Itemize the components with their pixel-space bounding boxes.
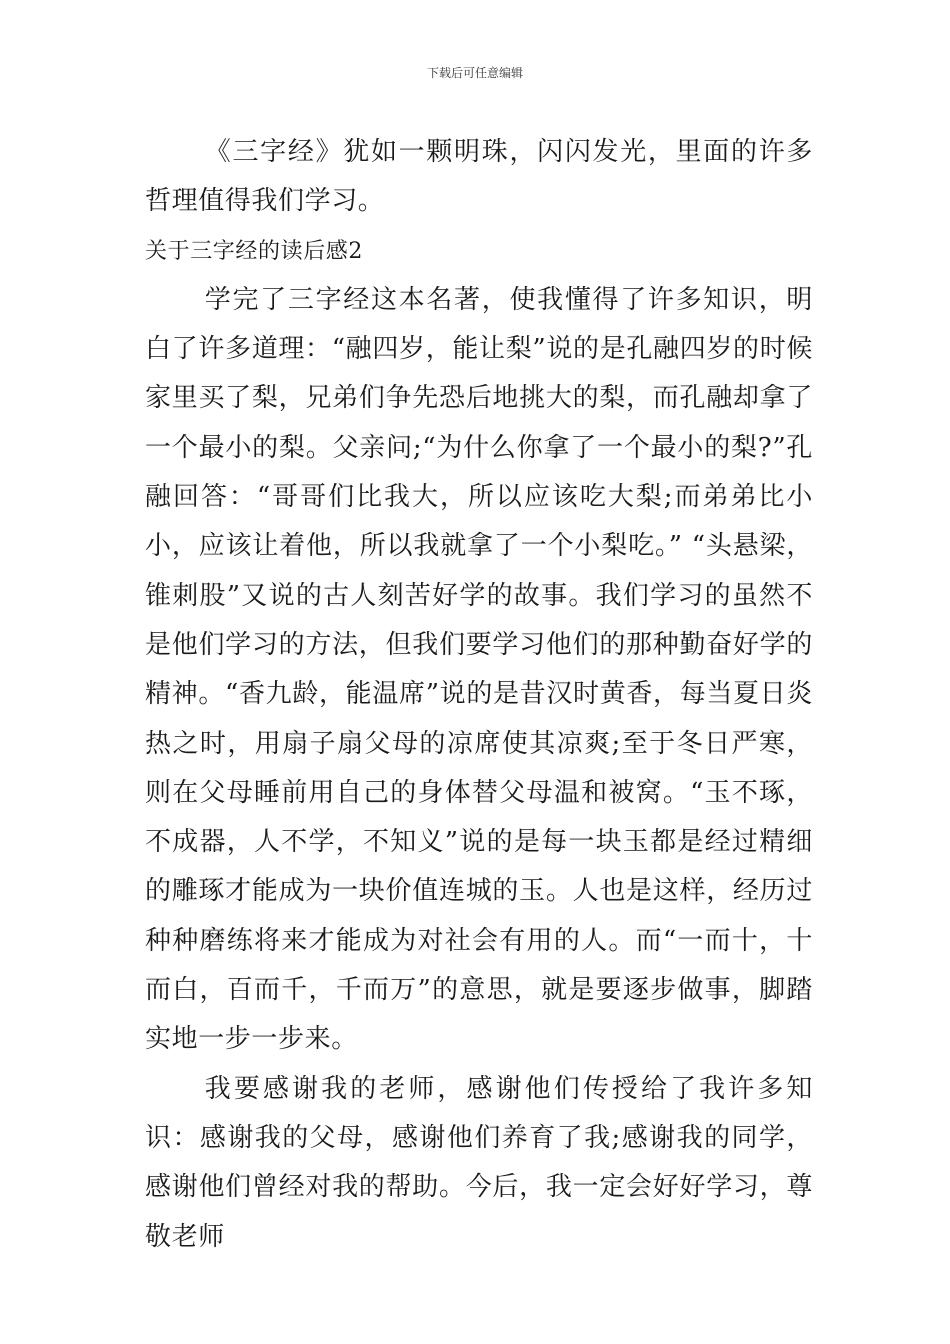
paragraph-thanks: 我要感谢我的老师，感谢他们传授给了我许多知识：感谢我的父母，感谢他们养育了我;感谢我的同学，感谢他们曾经对我的帮助。今后，我一定会好好学习，尊敬老师 xyxy=(145,1073,813,1252)
paragraph-intro: 《三字经》犹如一颗明珠，闪闪发光，里面的许多哲理值得我们学习。 xyxy=(145,137,813,217)
section-heading: 关于三字经的读后感2 xyxy=(145,238,363,264)
document-body xyxy=(145,128,813,1262)
page-header: 下载后可任意编辑 xyxy=(426,66,523,80)
paragraph-main: 学完了三字经这本名著，使我懂得了许多知识，明白了许多道理：“融四岁，能让梨”说的是孔融四岁的时候家里买了梨，兄弟们争先恐后地挑大的梨，而孔融却拿了一个最小的梨。父亲问;“为什么你拿了一个最小的梨?”孔融回答：“哥哥们比我大，所以应该吃大梨;而弟弟比小小，应该让着他，所以我就拿了一个小梨吃。” “头悬梁，锥刺股”又说的古人刻苦好学的故事。我们学习的虽然不是他们学习的方法，但我们要学习他们的那种勤奋好学的精神。“香九龄，能温席”说的是昔汉时黄香，每当夏日炎热之时，用扇子扇父母的凉席使其凉爽;至于冬日严寒，则在父母睡前用自己的身体替父母温和被窝。“玉不琢，不成器，人不学，不知义”说的是每一块玉都是经过精细的雕琢才能成为一块价值连城的玉。人也是这样，经历过种种磨练将来才能成为对社会有用的人。而“一而十，十而白，百而千，千而万”的意思，就是要逐步做事，脚踏实地一步一步来。 xyxy=(145,284,813,1055)
